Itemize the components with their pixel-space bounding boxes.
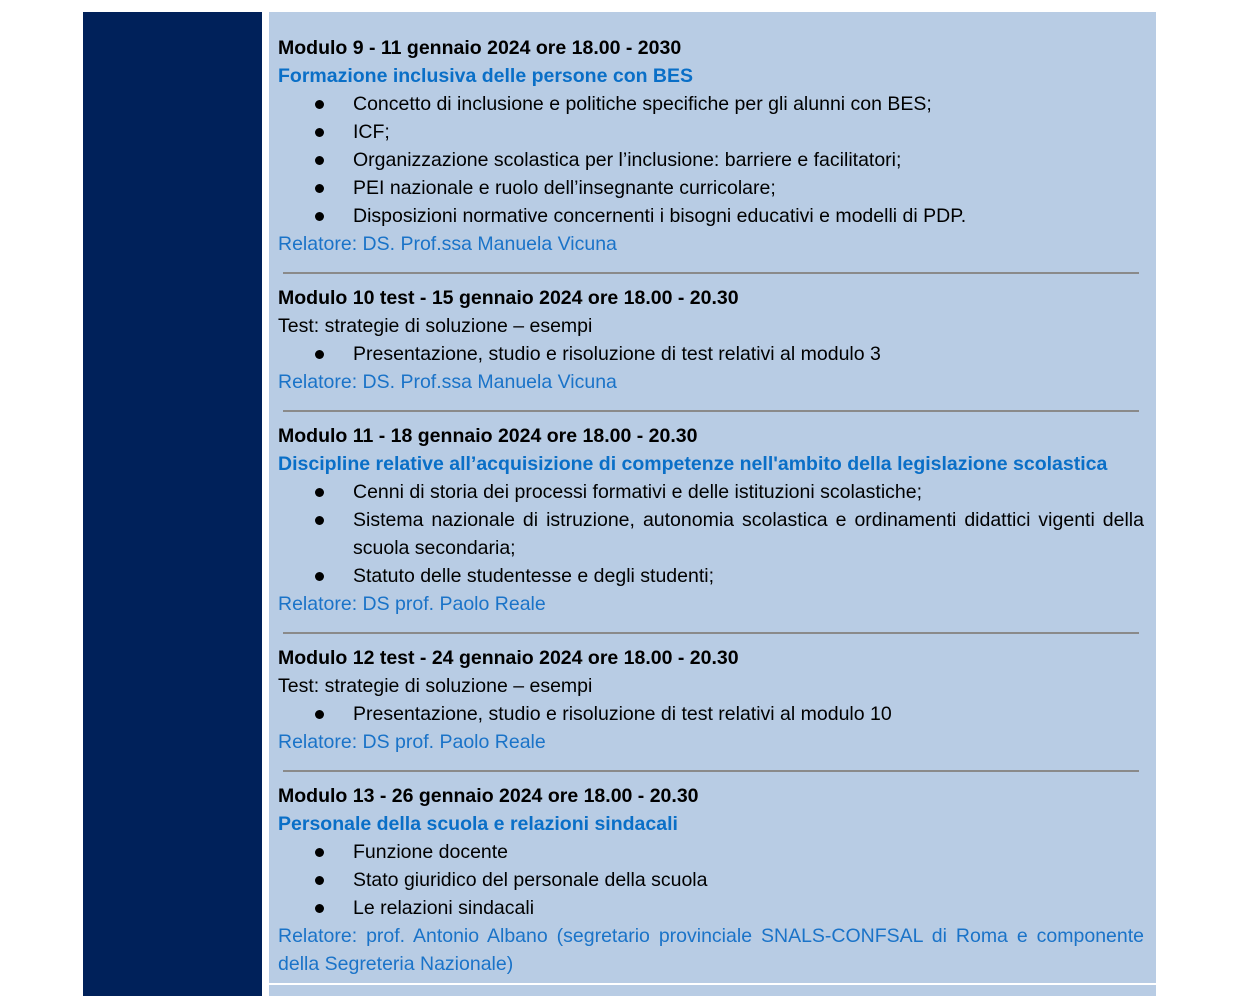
bullet-icon xyxy=(315,212,324,221)
module-separator xyxy=(283,632,1139,634)
panel-divider xyxy=(269,983,1156,985)
list-item: ICF; xyxy=(278,118,1144,146)
module-subtitle: Personale della scuola e relazioni sindacali xyxy=(278,813,678,835)
bullet-icon xyxy=(315,488,324,497)
list-item: Statuto delle studentesse e degli studenti; xyxy=(278,562,1144,590)
bullet-icon xyxy=(315,876,324,885)
module-intro: Test: strategie di soluzione – esempi xyxy=(278,315,593,337)
speaker-line: Relatore: DS prof. Paolo Reale xyxy=(278,593,546,615)
module-heading: Modulo 11 - 18 gennaio 2024 ore 18.00 - 20.30 xyxy=(278,425,698,447)
list-item: Funzione docente xyxy=(278,838,1144,866)
module-13 xyxy=(278,782,1144,978)
bullet-icon xyxy=(315,184,324,193)
list-item: Disposizioni normative concernenti i bisogni educativi e modelli di PDP. xyxy=(278,202,1144,230)
module-subtitle: Formazione inclusiva delle persone con BES xyxy=(278,65,694,87)
topic-list xyxy=(278,700,1144,728)
module-separator xyxy=(283,770,1139,772)
bullet-icon xyxy=(315,904,324,913)
list-item: Cenni di storia dei processi formativi e delle istituzioni scolastiche; xyxy=(278,478,1144,506)
module-heading: Modulo 13 - 26 gennaio 2024 ore 18.00 - 20.30 xyxy=(278,785,699,807)
left-sidebar-band xyxy=(83,12,262,996)
bullet-icon xyxy=(315,350,324,359)
bullet-icon xyxy=(315,710,324,719)
bullet-icon xyxy=(315,128,324,137)
bullet-icon xyxy=(315,516,324,525)
topic-list xyxy=(278,340,1144,368)
module-9 xyxy=(278,34,1144,258)
list-item: Organizzazione scolastica per l’inclusione: barriere e facilitatori; xyxy=(278,146,1144,174)
module-separator xyxy=(283,410,1139,412)
topic-list xyxy=(278,90,1144,230)
topic-list xyxy=(278,478,1144,590)
program-content xyxy=(278,34,1144,978)
module-subtitle: Discipline relative all’acquisizione di competenze nell'ambito della legislazione scolastica xyxy=(278,453,1108,475)
list-item: Presentazione, studio e risoluzione di test relativi al modulo 10 xyxy=(278,700,1144,728)
module-intro: Test: strategie di soluzione – esempi xyxy=(278,675,593,697)
module-12 xyxy=(278,644,1144,756)
module-10 xyxy=(278,284,1144,396)
bullet-icon xyxy=(315,156,324,165)
module-heading: Modulo 10 test - 15 gennaio 2024 ore 18.00 - 20.30 xyxy=(278,287,739,309)
speaker-line: Relatore: DS. Prof.ssa Manuela Vicuna xyxy=(278,233,617,255)
speaker-line: Relatore: DS prof. Paolo Reale xyxy=(278,731,546,753)
speaker-line: Relatore: DS. Prof.ssa Manuela Vicuna xyxy=(278,371,617,393)
bullet-icon xyxy=(315,100,324,109)
bullet-icon xyxy=(315,572,324,581)
module-11 xyxy=(278,422,1144,618)
module-separator xyxy=(283,272,1139,274)
topic-list xyxy=(278,838,1144,922)
speaker-line: Relatore: prof. Antonio Albano (segretario provinciale SNALS-CONFSAL di Roma e componente della Segreteria Nazionale) xyxy=(278,925,1144,975)
list-item: PEI nazionale e ruolo dell’insegnante curricolare; xyxy=(278,174,1144,202)
module-heading: Modulo 12 test - 24 gennaio 2024 ore 18.00 - 20.30 xyxy=(278,647,739,669)
bullet-icon xyxy=(315,848,324,857)
list-item: Presentazione, studio e risoluzione di test relativi al modulo 3 xyxy=(278,340,1144,368)
list-item: Stato giuridico del personale della scuola xyxy=(278,866,1144,894)
list-item: Le relazioni sindacali xyxy=(278,894,1144,922)
list-item: Sistema nazionale di istruzione, autonomia scolastica e ordinamenti didattici vigenti della scuola secondaria; xyxy=(278,506,1144,562)
list-item: Concetto di inclusione e politiche specifiche per gli alunni con BES; xyxy=(278,90,1144,118)
module-heading: Modulo 9 - 11 gennaio 2024 ore 18.00 - 2030 xyxy=(278,37,682,59)
